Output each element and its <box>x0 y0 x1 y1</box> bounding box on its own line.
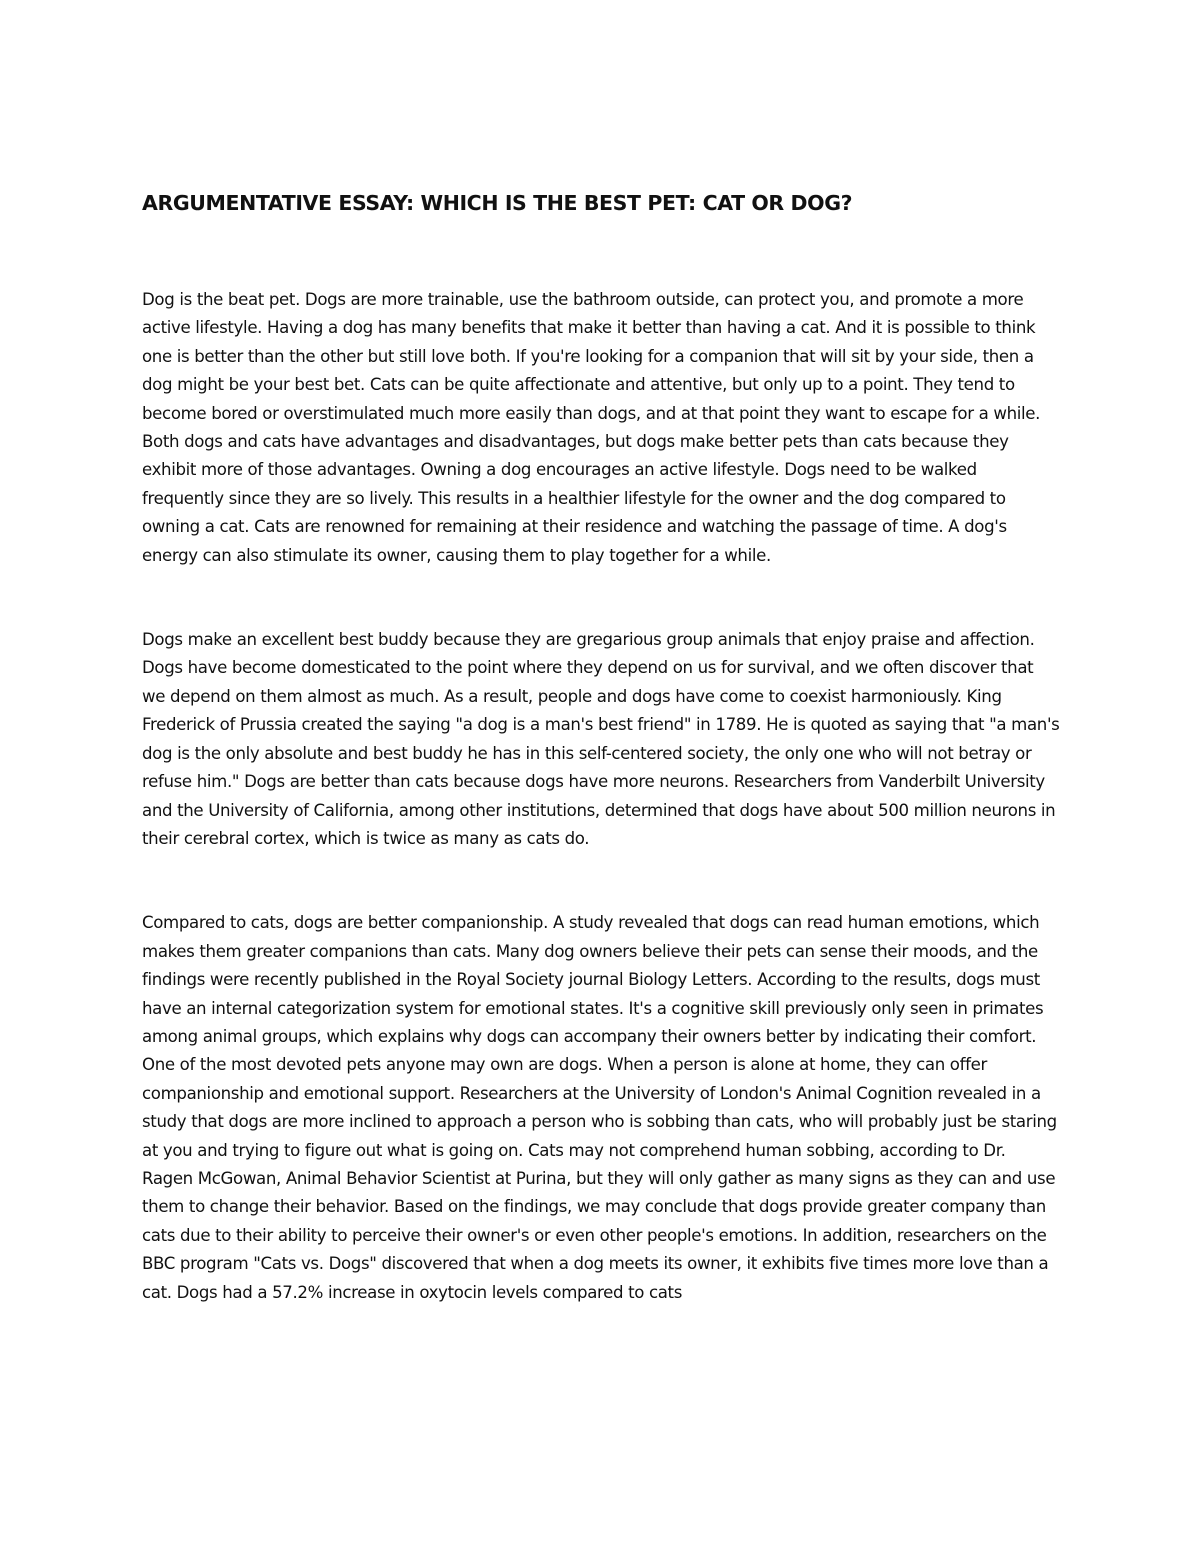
document-body <box>142 188 1060 1363</box>
paragraph-2: Dogs make an excellent best buddy because they are gregarious group animals that enjoy praise and affection. Dogs have become domesticated to the point where they depend on us for survival, and we often discover that we depend on them almost as much. As a result, people and dogs have come to coexist harmoniously. King Frederick of Prussia created the saying "a dog is a man's best friend" in 1789. He is quoted as saying that "a man's dog is the only absolute and best buddy he has in this self-centered society, the only one who will not betray or refuse him." Dogs are better than cats because dogs have more neurons. Researchers from Vanderbilt University and the University of California, among other institutions, determined that dogs have about 500 million neurons in their cerebral cortex, which is twice as many as cats do. <box>142 630 1060 848</box>
paragraph-3: Compared to cats, dogs are better companionship. A study revealed that dogs can read human emotions, which makes them greater companions than cats. Many dog owners believe their pets can sense their moods, and the findings were recently published in the Royal Society journal Biology Letters. According to the results, dogs must have an internal categorization system for emotional states. It's a cognitive skill previously only seen in primates among animal groups, which explains why dogs can accompany their owners better by indicating their comfort. One of the most devoted pets anyone may own are dogs. When a person is alone at home, they can offer companionship and emotional support. Researchers at the University of London's Animal Cognition revealed in a study that dogs are more inclined to approach a person who is sobbing than cats, who will probably just be staring at you and trying to figure out what is going on. Cats may not comprehend human sobbing, according to Dr. Ragen McGowan, Animal Behavior Scientist at Purina, but they will only gather as many signs as they can and use them to change their behavior. Based on the findings, we may conclude that dogs provide greater company than cats due to their ability to perceive their owner's or even other people's emotions. In addition, researchers on the BBC program "Cats vs. Dogs" discovered that when a dog meets its owner, it exhibits five times more love than a cat. Dogs had a 57.2% increase in oxytocin levels compared to cats <box>142 913 1057 1302</box>
paragraph-1: Dog is the beat pet. Dogs are more trainable, use the bathroom outside, can protect you, and promote a more active lifestyle. Having a dog has many benefits that make it better than having a cat. And it is possible to think one is better than the other but still love both. If you're looking for a companion that will sit by your side, then a dog might be your best bet. Cats can be quite affectionate and attentive, but only up to a point. They tend to become bored or overstimulated much more easily than dogs, and at that point they want to escape for a while. Both dogs and cats have advantages and disadvantages, but dogs make better pets than cats because they exhibit more of those advantages. Owning a dog encourages an active lifestyle. Dogs need to be walked frequently since they are so lively. This results in a healthier lifestyle for the owner and the dog compared to owning a cat. Cats are renowned for remaining at their residence and watching the passage of time. A dog's energy can also stimulate its owner, causing them to play together for a while. <box>142 290 1041 565</box>
essay-title: ARGUMENTATIVE ESSAY: WHICH IS THE BEST PET: CAT OR DOG? <box>142 191 853 215</box>
